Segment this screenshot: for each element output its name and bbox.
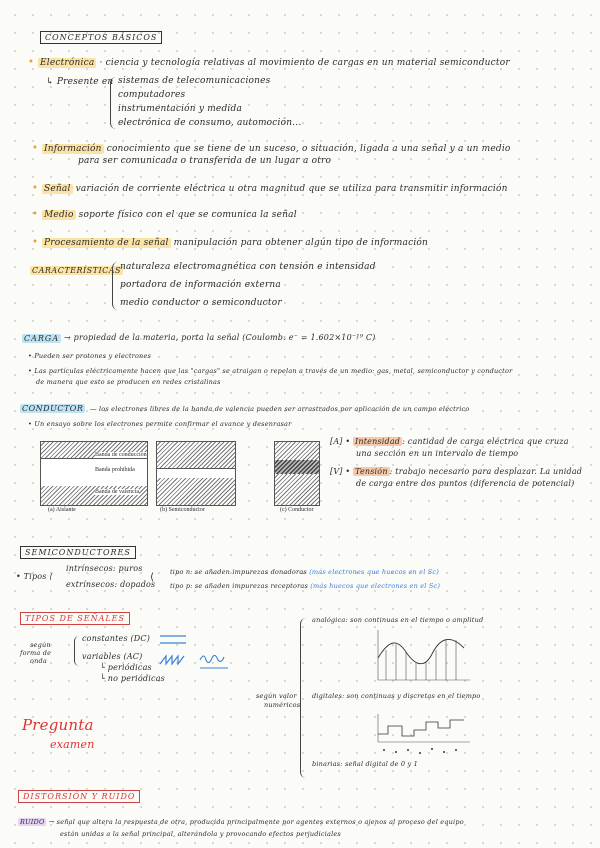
- analogica: analógica: son continuas en el tiempo o amplitud: [312, 616, 484, 624]
- band-diagram-semiconductor: [156, 441, 236, 506]
- brace: [112, 262, 118, 310]
- tension-text2: de carga entre dos puntos (diferencia de potencial): [356, 479, 575, 488]
- band-diagram-conductor: [274, 441, 320, 506]
- procesamiento-line: [42, 238, 428, 248]
- semiconductores-label: SEMICONDUCTORES: [20, 546, 136, 559]
- no-periodicas: └ no periódicas: [100, 674, 165, 683]
- analog-signal-chart: [372, 628, 472, 683]
- tipo-n-note: (más electrones que huecos en el Sc): [309, 568, 439, 576]
- informacion-label: Información: [44, 144, 102, 154]
- electronica-text: · ciencia y tecnología relativas al movimiento de cargas en un material semiconductor: [99, 58, 510, 68]
- bullet-icon: •: [28, 57, 34, 68]
- carga-b3: de manera que esto se producen en redes cristalinas: [36, 378, 221, 386]
- bullet-icon: •: [32, 143, 38, 154]
- band-diagram-aislante: [40, 441, 148, 506]
- carga-b2: • Las partículas eléctricamente hacen que las "cargas" se atraigan o repelan a través de un medio: gas, metal, semiconductor y conductor: [28, 367, 513, 375]
- intrinsecos: intrínsecos: puros: [66, 564, 143, 573]
- brace-icon: ⟨: [150, 572, 155, 583]
- band-prohibida: [41, 458, 147, 488]
- caption-aislante: (a) Aislante: [48, 507, 76, 513]
- medio-text: soporte físico con el que se comunica la señal: [78, 210, 297, 220]
- numericos: numéricos: [264, 701, 301, 709]
- extrinsecos: extrínsecos: dopados: [66, 580, 156, 589]
- senal-label: Señal: [44, 184, 71, 194]
- informacion-line: [42, 144, 511, 154]
- segun-valor: según valor: [256, 692, 297, 700]
- signal-sketches: [156, 630, 236, 680]
- digital-signal-chart: [372, 712, 472, 762]
- band-valencia-label: Banda de valencia: [95, 489, 139, 495]
- band-overlap: [275, 460, 319, 474]
- tipo-p-note: (más huecos que electrones en el Sc): [310, 582, 441, 590]
- carga-label: CARGA: [24, 334, 60, 343]
- pregunta-line2: examen: [50, 738, 95, 751]
- distorsion-label: DISTORSIÓN Y RUIDO: [18, 790, 140, 803]
- periodicas: └ periódicas: [100, 663, 152, 672]
- presente-item-1: computadores: [118, 90, 186, 100]
- binaria: binarias: señal digital de 0 y 1: [312, 760, 419, 768]
- tension-label: Tensión: [355, 467, 388, 476]
- intensidad-line: [A] • Intensidad : cantidad de carga eléctrica que cruza: [330, 437, 569, 446]
- band-conduccion: [275, 442, 319, 460]
- bullet-icon: •: [32, 209, 38, 220]
- informacion-text2: para ser comunicada o transferida de un lugar a otro: [78, 156, 332, 166]
- digital: digitales: son continuas y discretas en el tiempo: [312, 692, 481, 700]
- procesamiento-text: manipulación para obtener algún tipo de información: [173, 238, 429, 248]
- presente-item-2: instrumentación y medida: [118, 104, 243, 114]
- forma-de: forma de: [20, 649, 52, 657]
- dc-signal-icon: [160, 636, 186, 643]
- caracteristicas-item-0: naturaleza electromagnética con tensión e intensidad: [120, 262, 376, 272]
- ruido-line: RUIDO → señal que altera la respuesta de otra, producida principalmente por agentes externos o ajenos al proceso del equipo: [20, 818, 464, 826]
- bullet-icon: •: [32, 237, 38, 248]
- caption-conductor: (c) Conductor: [280, 507, 314, 513]
- intensidad-label: Intensidad: [355, 437, 401, 446]
- band-conduccion: [157, 442, 235, 468]
- tipos-label: • Tipos ⟨: [16, 572, 53, 581]
- tension-line: [V] • Tensión : trabajo necesario para desplazar. La unidad: [330, 467, 583, 476]
- ruido-text: señal que altera la respuesta de otra, producida principalmente por agentes externos o ajenos al proceso del equipo: [56, 818, 464, 826]
- pregunta-line1: Pregunta: [22, 716, 94, 734]
- ruido-label: RUIDO: [20, 818, 45, 826]
- band-valencia: [157, 478, 235, 505]
- conductor-label: CONDUCTOR: [22, 404, 84, 413]
- intensidad-text2: una sección en un intervalo de tiempo: [356, 449, 519, 458]
- constantes: constantes (DC): [82, 634, 151, 643]
- presente-item-0: sistemas de telecomunicaciones: [118, 76, 271, 86]
- caracteristicas-item-2: medio conductor o semiconductor: [120, 298, 282, 308]
- electronica-label: Electrónica: [40, 58, 95, 68]
- band-valencia: [275, 474, 319, 505]
- ruido-text2: están unidas a la señal principal, alterándola y provocando efectos perjudiciales: [60, 830, 341, 838]
- carga-b1: • Pueden ser protones y electrones: [28, 352, 152, 360]
- caracteristicas-item-1: portadora de información externa: [120, 280, 281, 290]
- tipo-n: tipo n: se añaden impurezas donadoras (más electrones que huecos en el Sc): [170, 568, 439, 576]
- segun-forma: según: [30, 641, 51, 649]
- senal-text: variación de corriente eléctrica u otra magnitud que se utiliza para transmitir información: [75, 184, 508, 194]
- presente-item-3: electrónica de consumo, automoción...: [118, 118, 302, 128]
- medio-label: Medio: [44, 210, 74, 220]
- variables: variables (AC): [82, 652, 143, 661]
- presente-label: ↳ Presente en: [46, 77, 114, 87]
- tipos-senales-label: TIPOS DE SEÑALES: [20, 612, 130, 625]
- senal-line: [42, 184, 508, 194]
- informacion-text: conocimiento que se tiene de un suceso, o situación, ligada a una señal y a un medio: [106, 144, 511, 154]
- band-prohibida-label: Banda prohibida: [95, 467, 135, 473]
- conductor-b1: • Un ensayo sobre los electrones permite confirmar el avance y desenrasar: [28, 420, 292, 428]
- caption-semiconductor: (b) Semiconductor: [160, 507, 205, 513]
- electronica-line: [38, 58, 510, 68]
- medio-line: [42, 210, 297, 220]
- procesamiento-label: Procesamiento de la señal: [44, 238, 169, 248]
- conductor-text: — los electrones libres de la banda de valencia pueden ser arrastrados por aplicación de un campo eléctrico: [90, 405, 470, 413]
- onda: onda: [30, 657, 47, 665]
- title-box: CONCEPTOS BÁSICOS: [40, 31, 162, 44]
- brace: [74, 636, 79, 666]
- caracteristicas-label: CARACTERÍSTICAS: [32, 266, 122, 275]
- carga-text: → propiedad de la materia, porta la señal (Coulomb: e⁻ = 1.602×10⁻¹⁹ C): [64, 333, 376, 342]
- tipo-p: tipo p: se añaden impurezas receptoras (más huecos que electrones en el Sc): [170, 582, 441, 590]
- ac-periodic-icon: [160, 656, 184, 664]
- brace: [300, 618, 307, 778]
- brace: [110, 77, 116, 129]
- bullet-icon: •: [32, 183, 38, 194]
- band-conduccion-label: Banda de conducción: [95, 452, 147, 458]
- ac-nonperiodic-icon: [200, 655, 224, 662]
